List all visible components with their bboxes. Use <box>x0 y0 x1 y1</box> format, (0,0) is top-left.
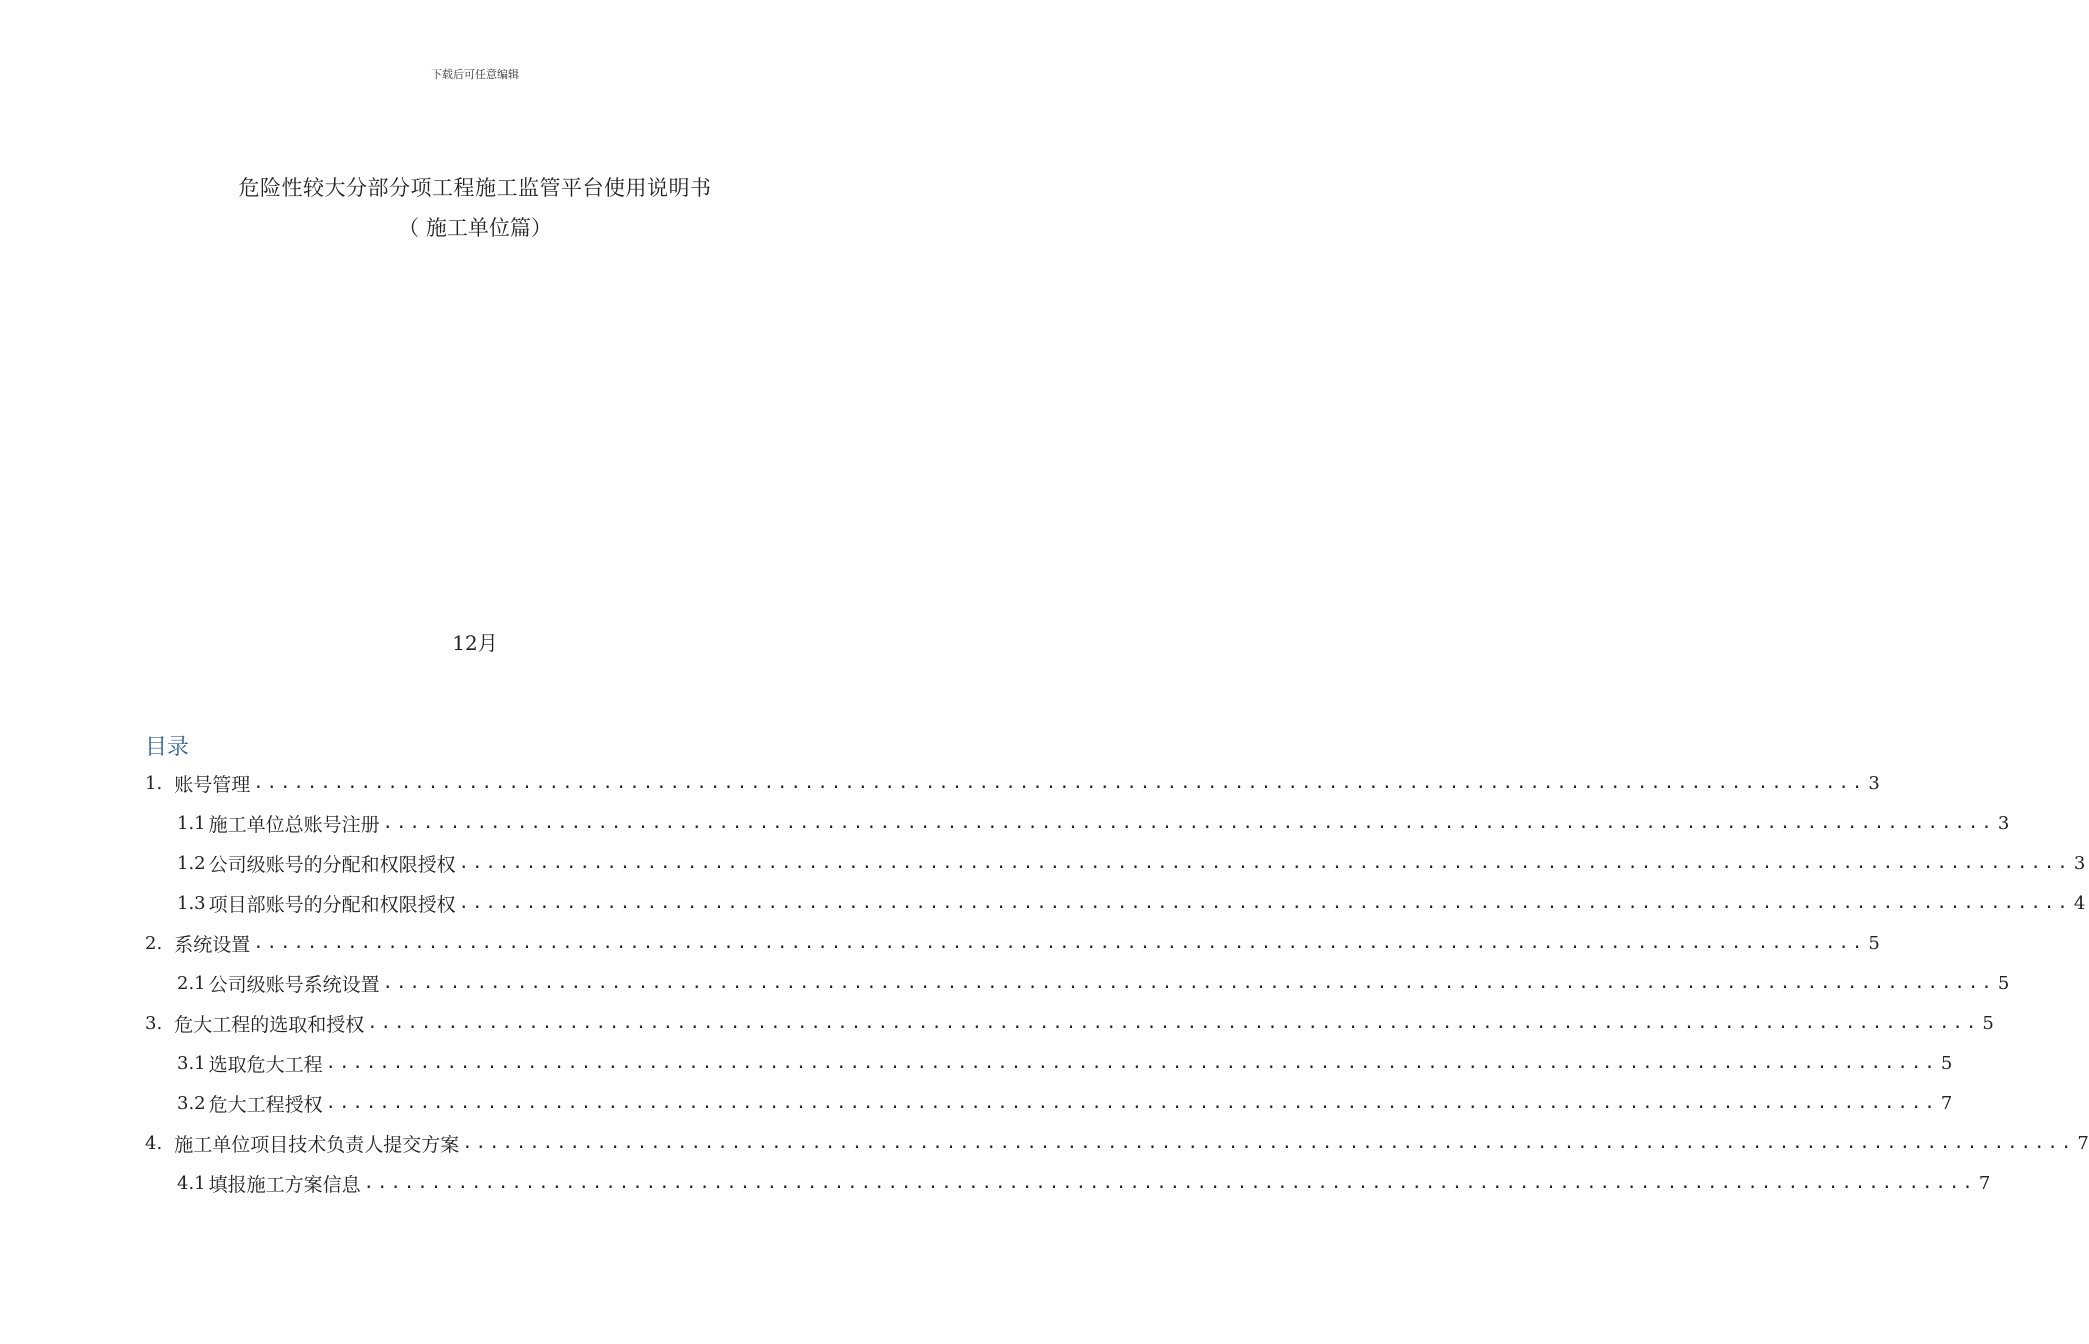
toc-entry-number: 1.3 <box>177 892 206 914</box>
toc-entry-page: 4 <box>2073 892 2086 914</box>
toc-entry-label: 危大工程授权 <box>208 1093 323 1116</box>
toc-entry-page: 3 <box>1997 812 2010 834</box>
toc-dot-leader: ........................................................................................................................ <box>363 1173 1976 1193</box>
toc-entry-label: 填报施工方案信息 <box>208 1173 361 1196</box>
toc-dot-leader: ........................................................................................................................ <box>382 813 1995 833</box>
toc-entry-label: 账号管理 <box>174 773 251 796</box>
toc-entry[interactable] <box>145 1083 1953 1123</box>
toc-entry-label: 公司级账号系统设置 <box>208 973 380 996</box>
toc-dot-leader: ........................................................................................................................ <box>458 853 2071 873</box>
toc-dot-leader: ........................................................................................................................ <box>325 1053 1938 1073</box>
toc-dot-leader: ........................................................................................................................ <box>367 1013 1980 1033</box>
toc-dot-leader: ........................................................................................................................ <box>253 773 1866 793</box>
toc-entry-page: 5 <box>1997 972 2010 994</box>
toc-entry-number: 1.1 <box>177 812 206 834</box>
document-subtitle: （ 施工单位篇） <box>398 216 552 240</box>
toc-entry-label: 施工单位总账号注册 <box>208 813 380 836</box>
toc-dot-leader: ........................................................................................................................ <box>458 893 2071 913</box>
toc-heading: 目录 <box>145 735 190 760</box>
toc-entry-label: 危大工程的选取和授权 <box>174 1013 365 1036</box>
toc-entry-page: 3 <box>1868 772 1880 794</box>
toc-entry-page: 7 <box>2077 1132 2089 1154</box>
toc-entry-label: 选取危大工程 <box>208 1053 323 1076</box>
toc-dot-leader: ........................................................................................................................ <box>325 1093 1938 1113</box>
toc-entry[interactable] <box>145 763 1880 803</box>
toc-entry-label: 施工单位项目技术负责人提交方案 <box>174 1133 460 1156</box>
toc-entry-page: 5 <box>1982 1012 1994 1034</box>
toc-dot-leader: ........................................................................................................................ <box>382 973 1995 993</box>
toc-entry[interactable] <box>145 843 2086 883</box>
toc-entry-number: 1.2 <box>177 852 206 874</box>
toc-dot-leader: ........................................................................................................................ <box>253 933 1866 953</box>
toc-entry-number: 4.1 <box>177 1172 206 1194</box>
toc-entry-number: 3.1 <box>177 1052 206 1074</box>
toc-entry-label: 系统设置 <box>174 933 251 956</box>
toc-entry-number: 4. <box>145 1132 163 1154</box>
toc-entry-page: 5 <box>1868 932 1880 954</box>
toc-entry-number: 3. <box>145 1012 163 1034</box>
document-date: 12月 <box>452 631 498 655</box>
table-of-contents <box>145 763 2089 1203</box>
toc-entry-number: 3.2 <box>177 1092 206 1114</box>
toc-entry[interactable] <box>145 883 2086 923</box>
toc-entry-page: 5 <box>1940 1052 1953 1074</box>
toc-entry-number: 1. <box>145 772 163 794</box>
toc-entry[interactable] <box>145 1163 1991 1203</box>
toc-entry[interactable] <box>145 1123 2089 1163</box>
toc-entry-page: 7 <box>1978 1172 1991 1194</box>
header-note: 下载后可任意编辑 <box>431 68 519 81</box>
document-title: 危险性较大分部分项工程施工监管平台使用说明书 <box>238 176 712 200</box>
toc-entry[interactable] <box>145 923 1880 963</box>
toc-entry[interactable] <box>145 803 2010 843</box>
toc-entry[interactable] <box>145 1003 1994 1043</box>
toc-entry[interactable] <box>145 963 2010 1003</box>
toc-entry-page: 7 <box>1940 1092 1953 1114</box>
toc-entry-number: 2.1 <box>177 972 206 994</box>
toc-entry[interactable] <box>145 1043 1953 1083</box>
toc-entry-page: 3 <box>2073 852 2086 874</box>
toc-dot-leader: ........................................................................................................................ <box>462 1133 2075 1153</box>
toc-entry-label: 项目部账号的分配和权限授权 <box>208 893 456 916</box>
toc-entry-number: 2. <box>145 932 163 954</box>
toc-entry-label: 公司级账号的分配和权限授权 <box>208 853 456 876</box>
